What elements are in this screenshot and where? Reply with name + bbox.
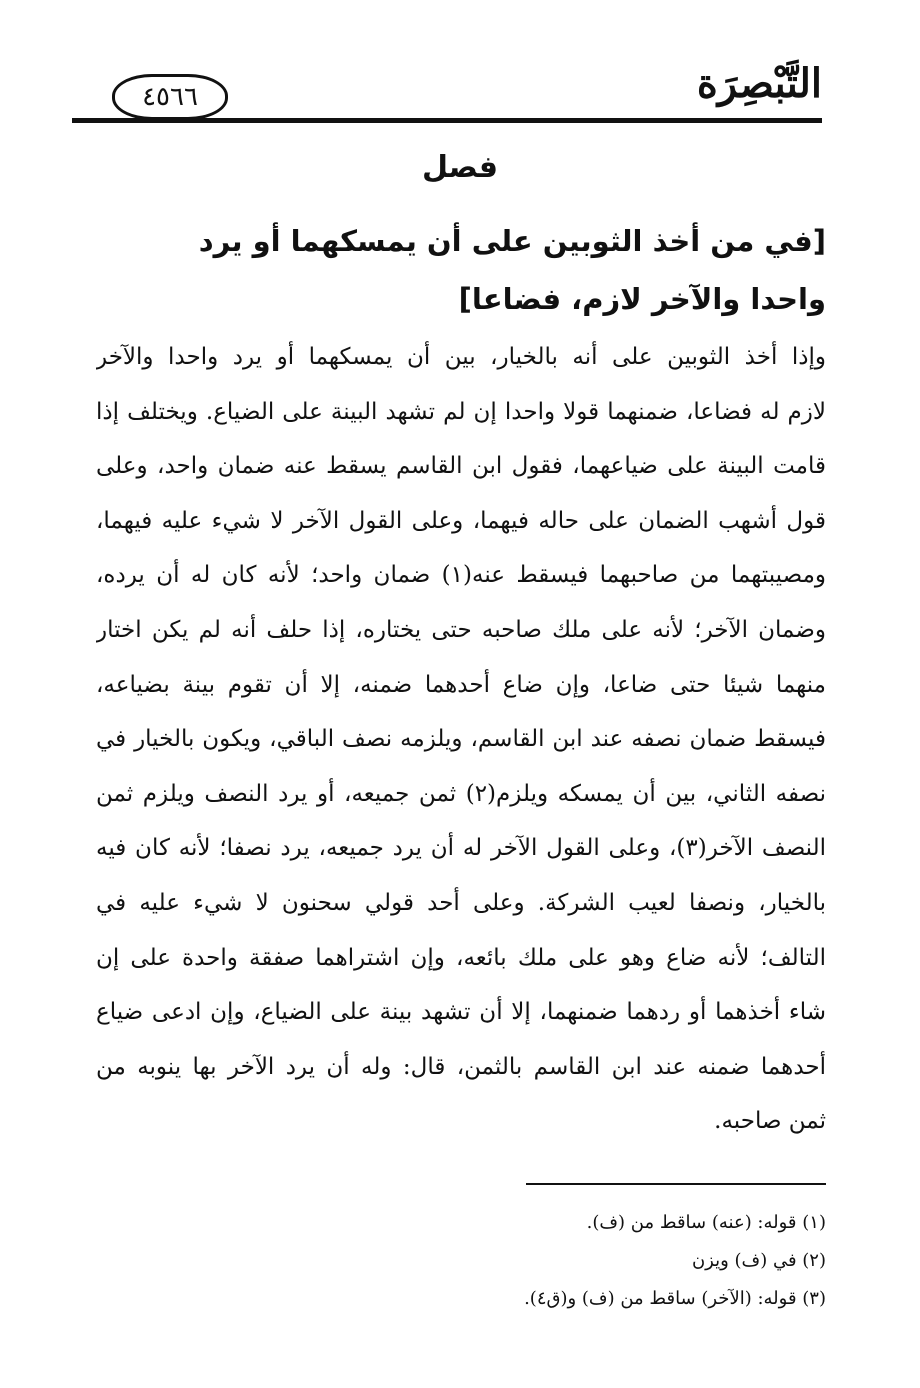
footnote: (٢) في (ف) ويزن — [691, 1250, 826, 1271]
page-number-badge — [112, 74, 228, 120]
body-line: النصف الآخر(٣)، وعلى القول الآخر له أن يرد جميعه، يرد نصفا؛ لأنه كان فيه — [96, 835, 826, 862]
header-rule — [72, 118, 822, 123]
page-number: ٤٥٦٦ — [142, 82, 198, 112]
body-line: شاء أخذهما أو ردهما ضمنهما، إلا أن تشهد بينة على الضياع، وإن ادعى ضياع — [96, 999, 826, 1026]
body-line: نصفه الثاني، بين أن يمسكه ويلزم(٢) ثمن جميعه، أو يرد النصف ويلزم ثمن — [96, 780, 826, 807]
body-line: ثمن صاحبه. — [714, 1108, 826, 1135]
body-line: أحدهما ضمنه عند ابن القاسم بالثمن، قال: وله أن يرد الآخر بها ينوبه من — [96, 1053, 826, 1080]
body-line: وإذا أخذ الثوبين على أنه بالخيار، بين أن يمسكهما أو يرد واحدا والآخر — [96, 344, 826, 370]
body-line: بالخيار، ونصفا لعيب الشركة. وعلى أحد قولي سحنون لا شيء عليه في — [96, 889, 826, 916]
body-line: فيسقط ضمان نصفه عند ابن القاسم، ويلزمه نصف الباقي، ويكون بالخيار في — [96, 726, 826, 753]
book-title: التَّبْصِرَة — [696, 60, 822, 107]
body-text — [96, 330, 826, 1149]
section-title-line: واحدا والآخر لازم، فضاعا] — [458, 282, 826, 316]
footnote-separator — [526, 1183, 826, 1185]
footnote: (١) قوله: (عنه) ساقط من (ف). — [586, 1212, 826, 1233]
body-line: التالف؛ لأنه ضاع وهو على ملك بائعه، وإن اشتراهما صفقة واحدة على إن — [96, 944, 826, 971]
chapter-title: فصل — [422, 150, 498, 185]
body-line: وضمان الآخر؛ لأنه على ملك صاحبه حتى يختاره، إذا حلف أنه لم يكن اختار — [96, 616, 826, 643]
body-line: قول أشهب الضمان على حاله فيهما، وعلى القول الآخر لا شيء عليه فيهما، — [96, 507, 826, 534]
body-line: لازم له فضاعا، ضمنهما قولا واحدا إن لم تشهد البينة على الضياع. ويختلف إذا — [96, 398, 826, 425]
body-line: ومصيبتهما من صاحبهما فيسقط عنه(١) ضمان واحد؛ لأنه كان له أن يرده، — [96, 562, 826, 589]
footnotes — [96, 1204, 826, 1318]
section-title-line: [في من أخذ الثوبين على أن يمسكهما أو يرد — [198, 224, 826, 258]
body-line: منهما شيئا حتى ضاعا، وإن ضاع أحدهما ضمنه، إلا أن تقوم بينة بضياعه، — [96, 671, 826, 698]
footnote: (٣) قوله: (الآخر) ساقط من (ف) و(ق٤). — [524, 1288, 826, 1309]
section-title — [96, 212, 826, 328]
body-line: قامت البينة على ضياعهما، فقول ابن القاسم يسقط عنه ضمان واحد، وعلى — [96, 453, 826, 480]
page-header — [72, 60, 822, 130]
